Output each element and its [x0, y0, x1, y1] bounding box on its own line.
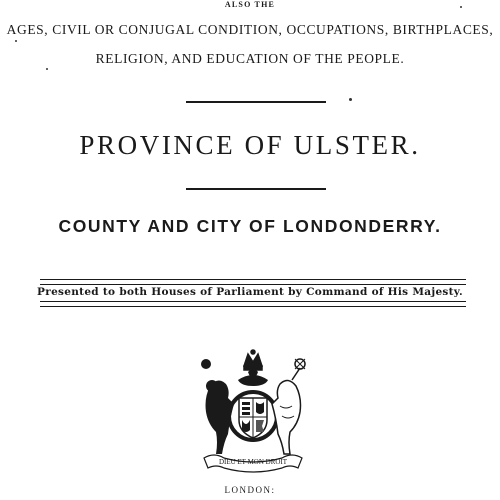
- subtitle-line-2: RELIGION, AND EDUCATION OF THE PEOPLE.: [95, 51, 405, 66]
- unicorn-supporter-icon: [272, 368, 301, 454]
- crown-icon: [244, 350, 262, 370]
- scan-speck: [15, 40, 17, 42]
- double-rule-bottom: [40, 301, 466, 307]
- lion-supporter-icon: [206, 380, 235, 454]
- scan-speck: [460, 6, 462, 8]
- presented-statement: Presented to both Houses of Parliament by Command of His Majesty.: [37, 286, 463, 298]
- county-title: COUNTY AND CITY OF LONDONDERRY.: [58, 216, 442, 236]
- scan-speck: [46, 68, 48, 70]
- royal-coat-of-arms-icon: [198, 346, 308, 476]
- also-the-line: ALSO THE: [224, 0, 276, 9]
- imprint-place: LONDON:: [224, 485, 276, 495]
- subtitle-line-1: AGES, CIVIL OR CONJUGAL CONDITION, OCCUPATIONS, BIRTHPLACES,: [6, 22, 494, 37]
- province-title: PROVINCE OF ULSTER.: [79, 130, 421, 160]
- scan-speck: [349, 98, 352, 101]
- divider-rule-lower: [186, 188, 326, 190]
- crest-motto: DIEU ET MON DROIT: [218, 458, 288, 466]
- double-rule-top: [40, 279, 466, 285]
- divider-rule-upper: [186, 101, 326, 103]
